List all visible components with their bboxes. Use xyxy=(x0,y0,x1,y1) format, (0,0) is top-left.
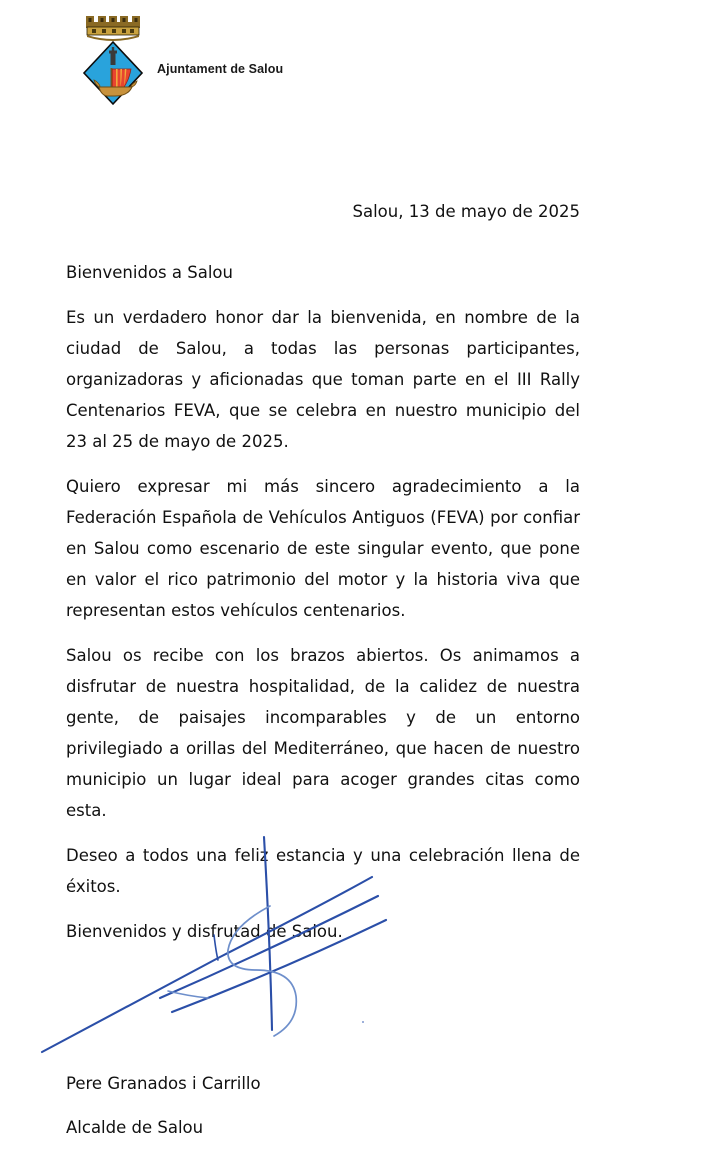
organization-name: Ajuntament de Salou xyxy=(157,62,284,76)
salou-coat-of-arms-icon xyxy=(80,16,146,108)
paragraph-1: Es un verdadero honor dar la bienvenida, en nombre de la ciudad de Salou, a todas las personas participantes, organizadoras y aficionadas que toman parte en el III Rally Centenarios FEVA, que se celebra en nuestro municipio del 23 al 25 de mayo de 2025. xyxy=(66,308,580,451)
letterhead xyxy=(0,0,713,120)
letter-body xyxy=(66,196,580,947)
salutation: Bienvenidos a Salou xyxy=(66,263,233,282)
signer-name: Pere Granados i Carrillo xyxy=(66,1074,261,1093)
paragraph-2: Quiero expresar mi más sincero agradecimiento a la Federación Española de Vehículos Antiguos (FEVA) por confiar en Salou como escenario de este singular evento, que pone en valor el rico patrimonio del motor y la historia viva que representan estos vehículos centenarios. xyxy=(66,477,580,620)
closing-line: Bienvenidos y disfrutad de Salou. xyxy=(66,922,343,941)
date-line: Salou, 13 de mayo de 2025 xyxy=(352,202,580,221)
paragraph-4: Deseo a todos una feliz estancia y una celebración llena de éxitos. xyxy=(66,846,580,896)
paragraph-3: Salou os recibe con los brazos abiertos. Os animamos a disfrutar de nuestra hospitalidad, de la calidez de nuestra gente, de paisajes incomparables y de un entorno privilegiado a orillas del Mediterráneo, que hacen de nuestro municipio un lugar ideal para acoger grandes citas como esta. xyxy=(66,646,580,820)
signer-role: Alcalde de Salou xyxy=(66,1118,204,1137)
